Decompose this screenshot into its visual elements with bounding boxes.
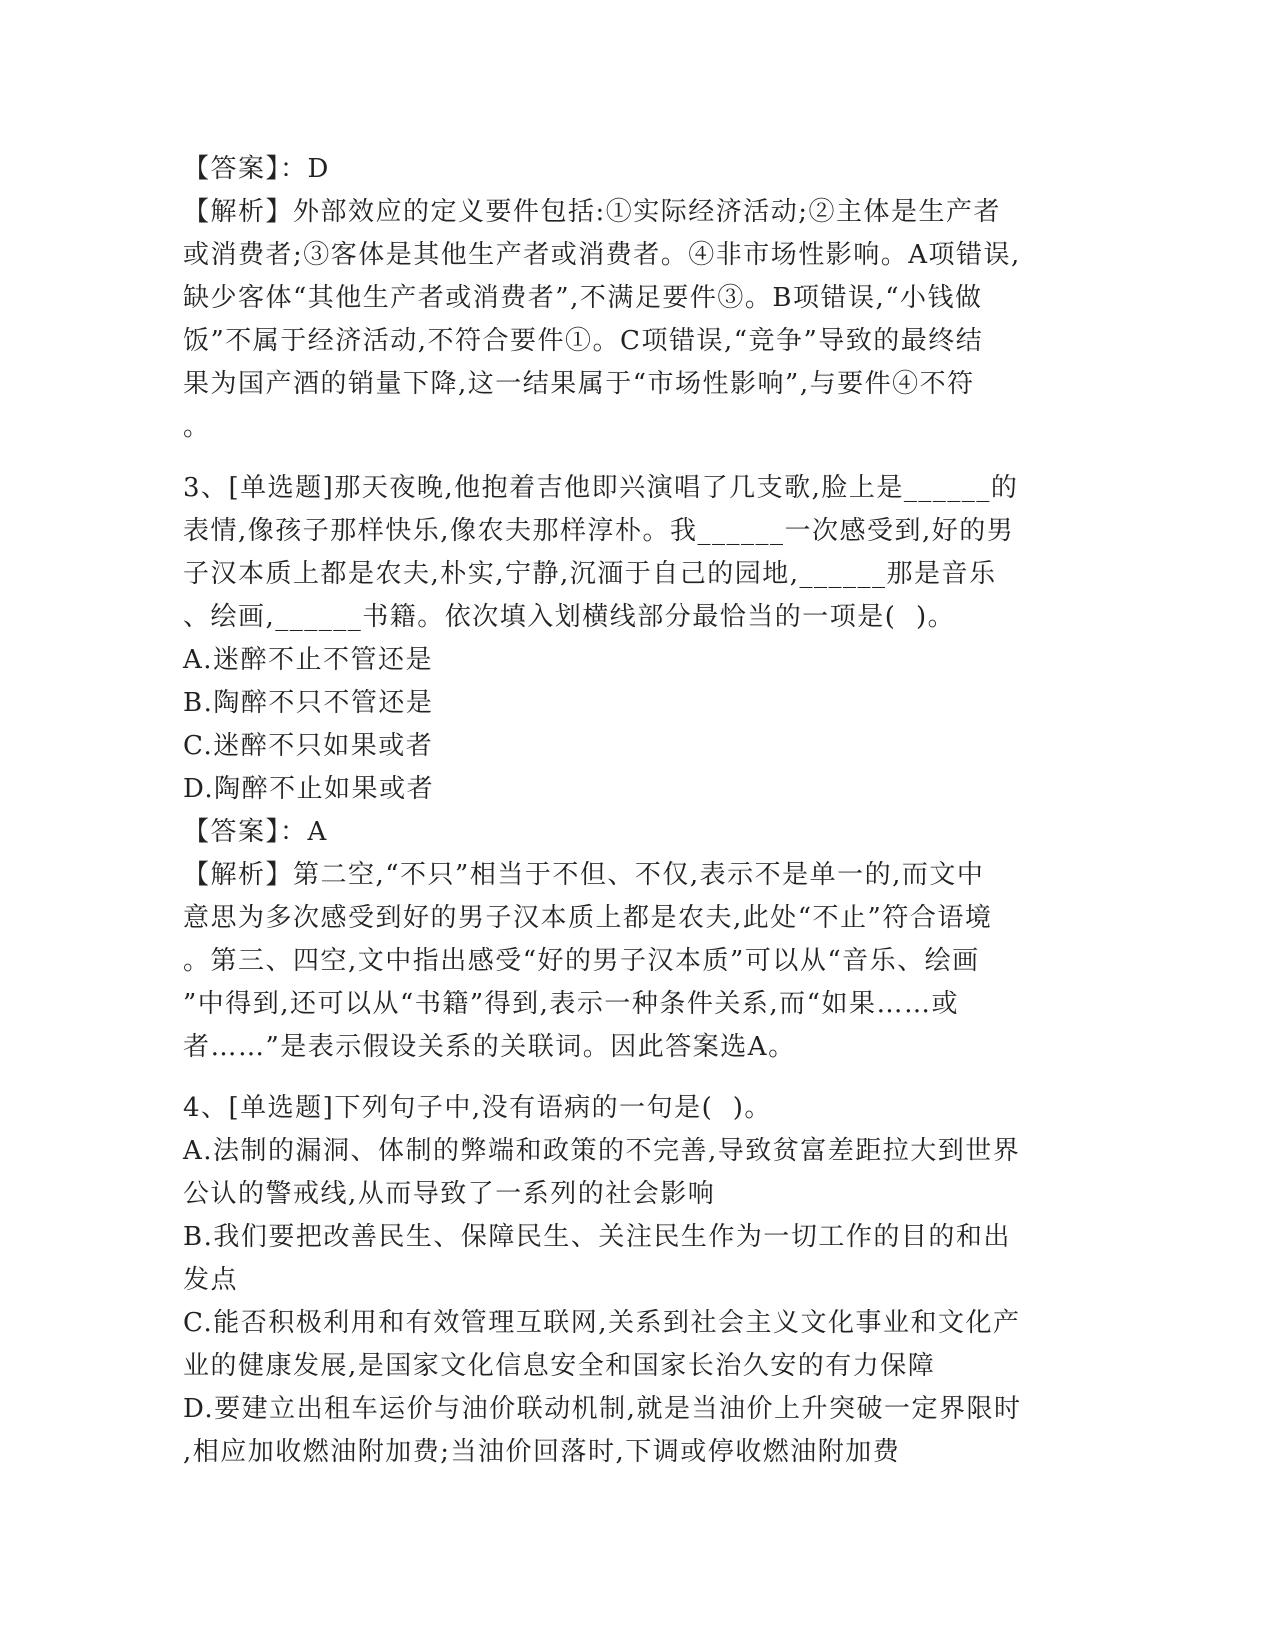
q3-option-b: B.陶醉不只不管还是 bbox=[183, 688, 434, 718]
q4-option-line: 公认的警戒线,从而导致了一系列的社会影响 bbox=[183, 1179, 716, 1209]
q3-analysis-line: 【解析】第二空,“不只”相当于不但、不仅,表示不是单一的,而文中 bbox=[183, 860, 985, 890]
q3-stem-line: 表情,像孩子那样快乐,像农夫那样淳朴。我______一次感受到,好的男 bbox=[183, 516, 1015, 546]
q4-option-line: C.能否积极利用和有效管理互联网,关系到社会主义文化事业和文化产 bbox=[183, 1308, 1021, 1338]
section-spacer bbox=[183, 1069, 1063, 1087]
q2-analysis-line: 。 bbox=[183, 412, 211, 442]
q3-option-d: D.陶醉不止如果或者 bbox=[183, 774, 435, 804]
q2-analysis-line: 饭”不属于经济活动,不符合要件①。C项错误,“竞争”导致的最终结 bbox=[183, 326, 984, 356]
document-body bbox=[183, 148, 1063, 1474]
q4-stem: 4、[单选题]下列句子中,没有语病的一句是( )。 bbox=[183, 1093, 772, 1123]
q4-option-line: A.法制的漏洞、体制的弊端和政策的不完善,导致贫富差距拉大到世界 bbox=[183, 1136, 1021, 1166]
q2-answer: 【答案】：D bbox=[183, 154, 330, 184]
section-spacer bbox=[183, 449, 1063, 467]
q3-answer: 【答案】：A bbox=[183, 817, 328, 847]
q3-stem-line: 3、[单选题]那天夜晚,他抱着吉他即兴演唱了几支歌,脸上是______的 bbox=[183, 473, 1019, 503]
q3-option-c: C.迷醉不只如果或者 bbox=[183, 731, 434, 761]
q2-analysis-line: 【解析】外部效应的定义要件包括:①实际经济活动;②主体是生产者 bbox=[183, 197, 1002, 227]
q4-option-line: 业的健康发展,是国家文化信息安全和国家长治久安的有力保障 bbox=[183, 1351, 936, 1381]
q4-option-line: ,相应加收燃油附加费;当油价回落时,下调或停收燃油附加费 bbox=[183, 1437, 901, 1467]
q4-option-line: B.我们要把改善民生、保障民生、关注民生作为一切工作的目的和出 bbox=[183, 1222, 1011, 1252]
q2-analysis-line: 或消费者;③客体是其他生产者或消费者。④非市场性影响。A项错误, bbox=[183, 240, 1021, 270]
q3-analysis-line: ”中得到,还可以从“书籍”得到,表示一种条件关系,而“如果……或 bbox=[183, 989, 959, 1019]
q3-analysis-line: 。第三、四空,文中指出感受“好的男子汉本质”可以从“音乐、绘画 bbox=[183, 946, 980, 976]
q2-analysis-line: 缺少客体“其他生产者或消费者”,不满足要件③。B项错误,“小钱做 bbox=[183, 283, 983, 313]
q3-stem-line: 、绘画,______书籍。依次填入划横线部分最恰当的一项是( )。 bbox=[183, 602, 956, 632]
q3-option-a: A.迷醉不止不管还是 bbox=[183, 645, 434, 675]
q4-option-line: D.要建立出租车运价与油价联动机制,就是当油价上升突破一定界限时 bbox=[183, 1394, 1022, 1424]
q3-analysis-line: 者……”是表示假设关系的关联词。因此答案选A。 bbox=[183, 1032, 796, 1062]
q3-analysis-line: 意思为多次感受到好的男子汉本质上都是农夫,此处“不止”符合语境 bbox=[183, 903, 993, 933]
q2-analysis-line: 果为国产酒的销量下降,这一结果属于“市场性影响”,与要件④不符 bbox=[183, 369, 975, 399]
q3-stem-line: 子汉本质上都是农夫,朴实,宁静,沉湎于自己的园地,______那是音乐 bbox=[183, 559, 997, 589]
q4-option-line: 发点 bbox=[183, 1265, 239, 1295]
